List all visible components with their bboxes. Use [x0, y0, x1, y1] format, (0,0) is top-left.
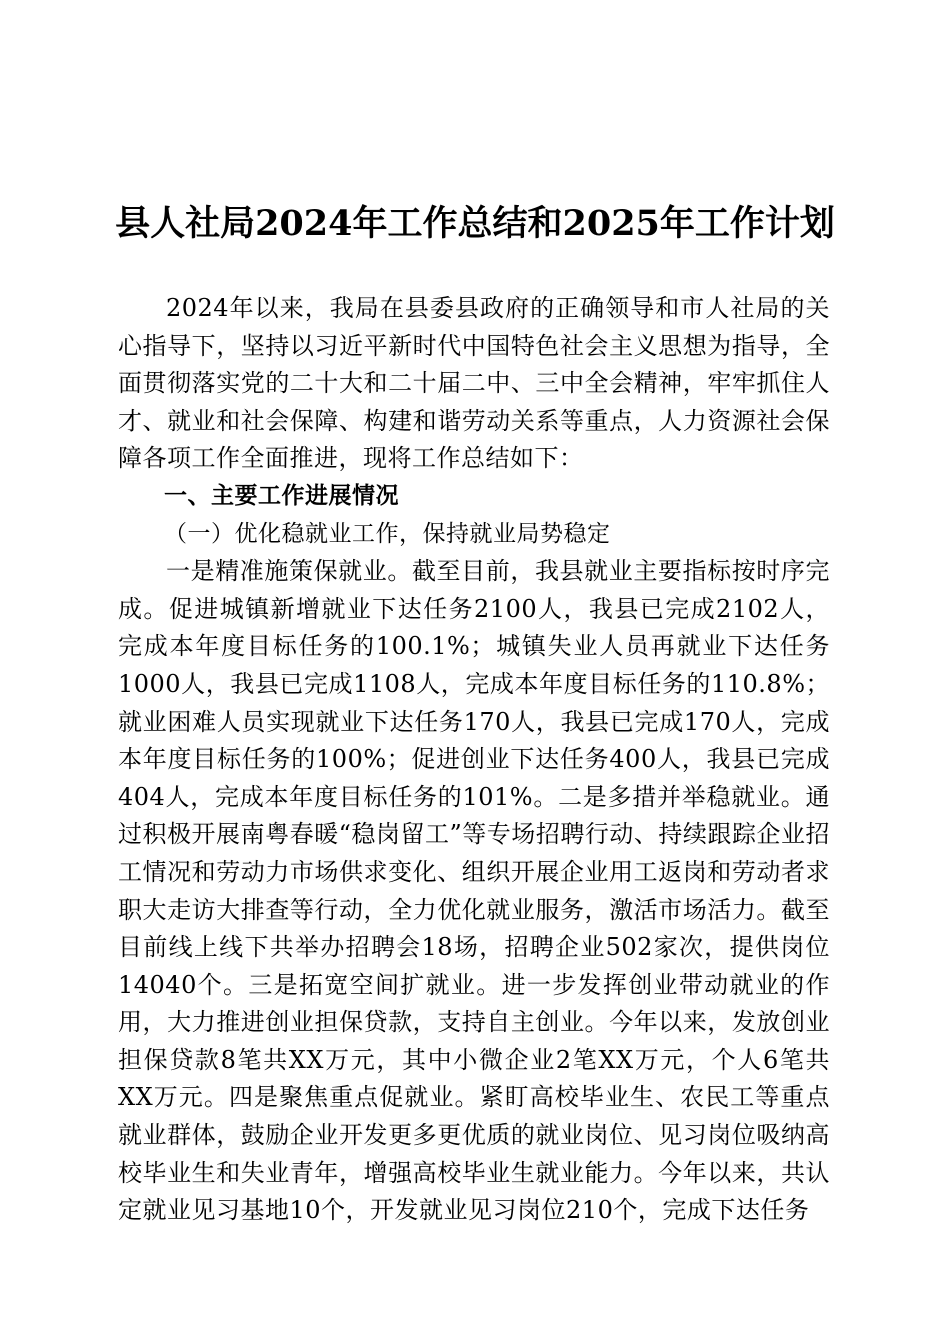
section-heading: 一、主要工作进展情况	[164, 482, 399, 509]
document-body	[118, 290, 830, 1230]
intro-paragraph: 2024年以来，我局在县委县政府的正确领导和市人社局的关心指导下，坚持以习近平新时代中国特色社会主义思想为指导，全面贯彻落实党的二十大和二十届二中、三中全会精神，牢牢抓住人才、就业和社会保障、构建和谐劳动关系等重点，人力资源社会保障各项工作全面推进，现将工作总结如下：	[118, 294, 830, 473]
body-paragraph: 一是精准施策保就业。截至目前，我县就业主要指标按时序完成。促进城镇新增就业下达任务2100人，我县已完成2102人，完成本年度目标任务的100.1%；城镇失业人员再就业下达任务1000人，我县已完成1108人，完成本年度目标任务的110.8%；就业困难人员实现就业下达任务170人，我县已完成170人，完成本年度目标任务的100%；促进创业下达任务400人，我县已完成404人，完成本年度目标任务的101%。二是多措并举稳就业。通过积极开展南粤春暖“稳岗留工”等专场招聘行动、持续跟踪企业招工情况和劳动力市场供求变化、组织开展企业用工返岗和劳动者求职大走访大排查等行动，全力优化就业服务，激活市场活力。截至目前线上线下共举办招聘会18场，招聘企业502家次，提供岗位14040个。三是拓宽空间扩就业。进一步发挥创业带动就业的作用，大力推进创业担保贷款，支持自主创业。今年以来，发放创业担保贷款8笔共XX万元，其中小微企业2笔XX万元，个人6笔共XX万元。四是聚焦重点促就业。紧盯高校毕业生、农民工等重点就业群体，鼓励企业开发更多更优质的就业岗位、见习岗位吸纳高校毕业生和失业青年，增强高校毕业生就业能力。今年以来，共认定就业见习基地10个，开发就业见习岗位210个，完成下达任务	[118, 557, 830, 1225]
subsection-heading: （一）优化稳就业工作，保持就业局势稳定	[164, 520, 611, 547]
document-title: 县人社局2024年工作总结和2025年工作计划	[115, 203, 835, 244]
